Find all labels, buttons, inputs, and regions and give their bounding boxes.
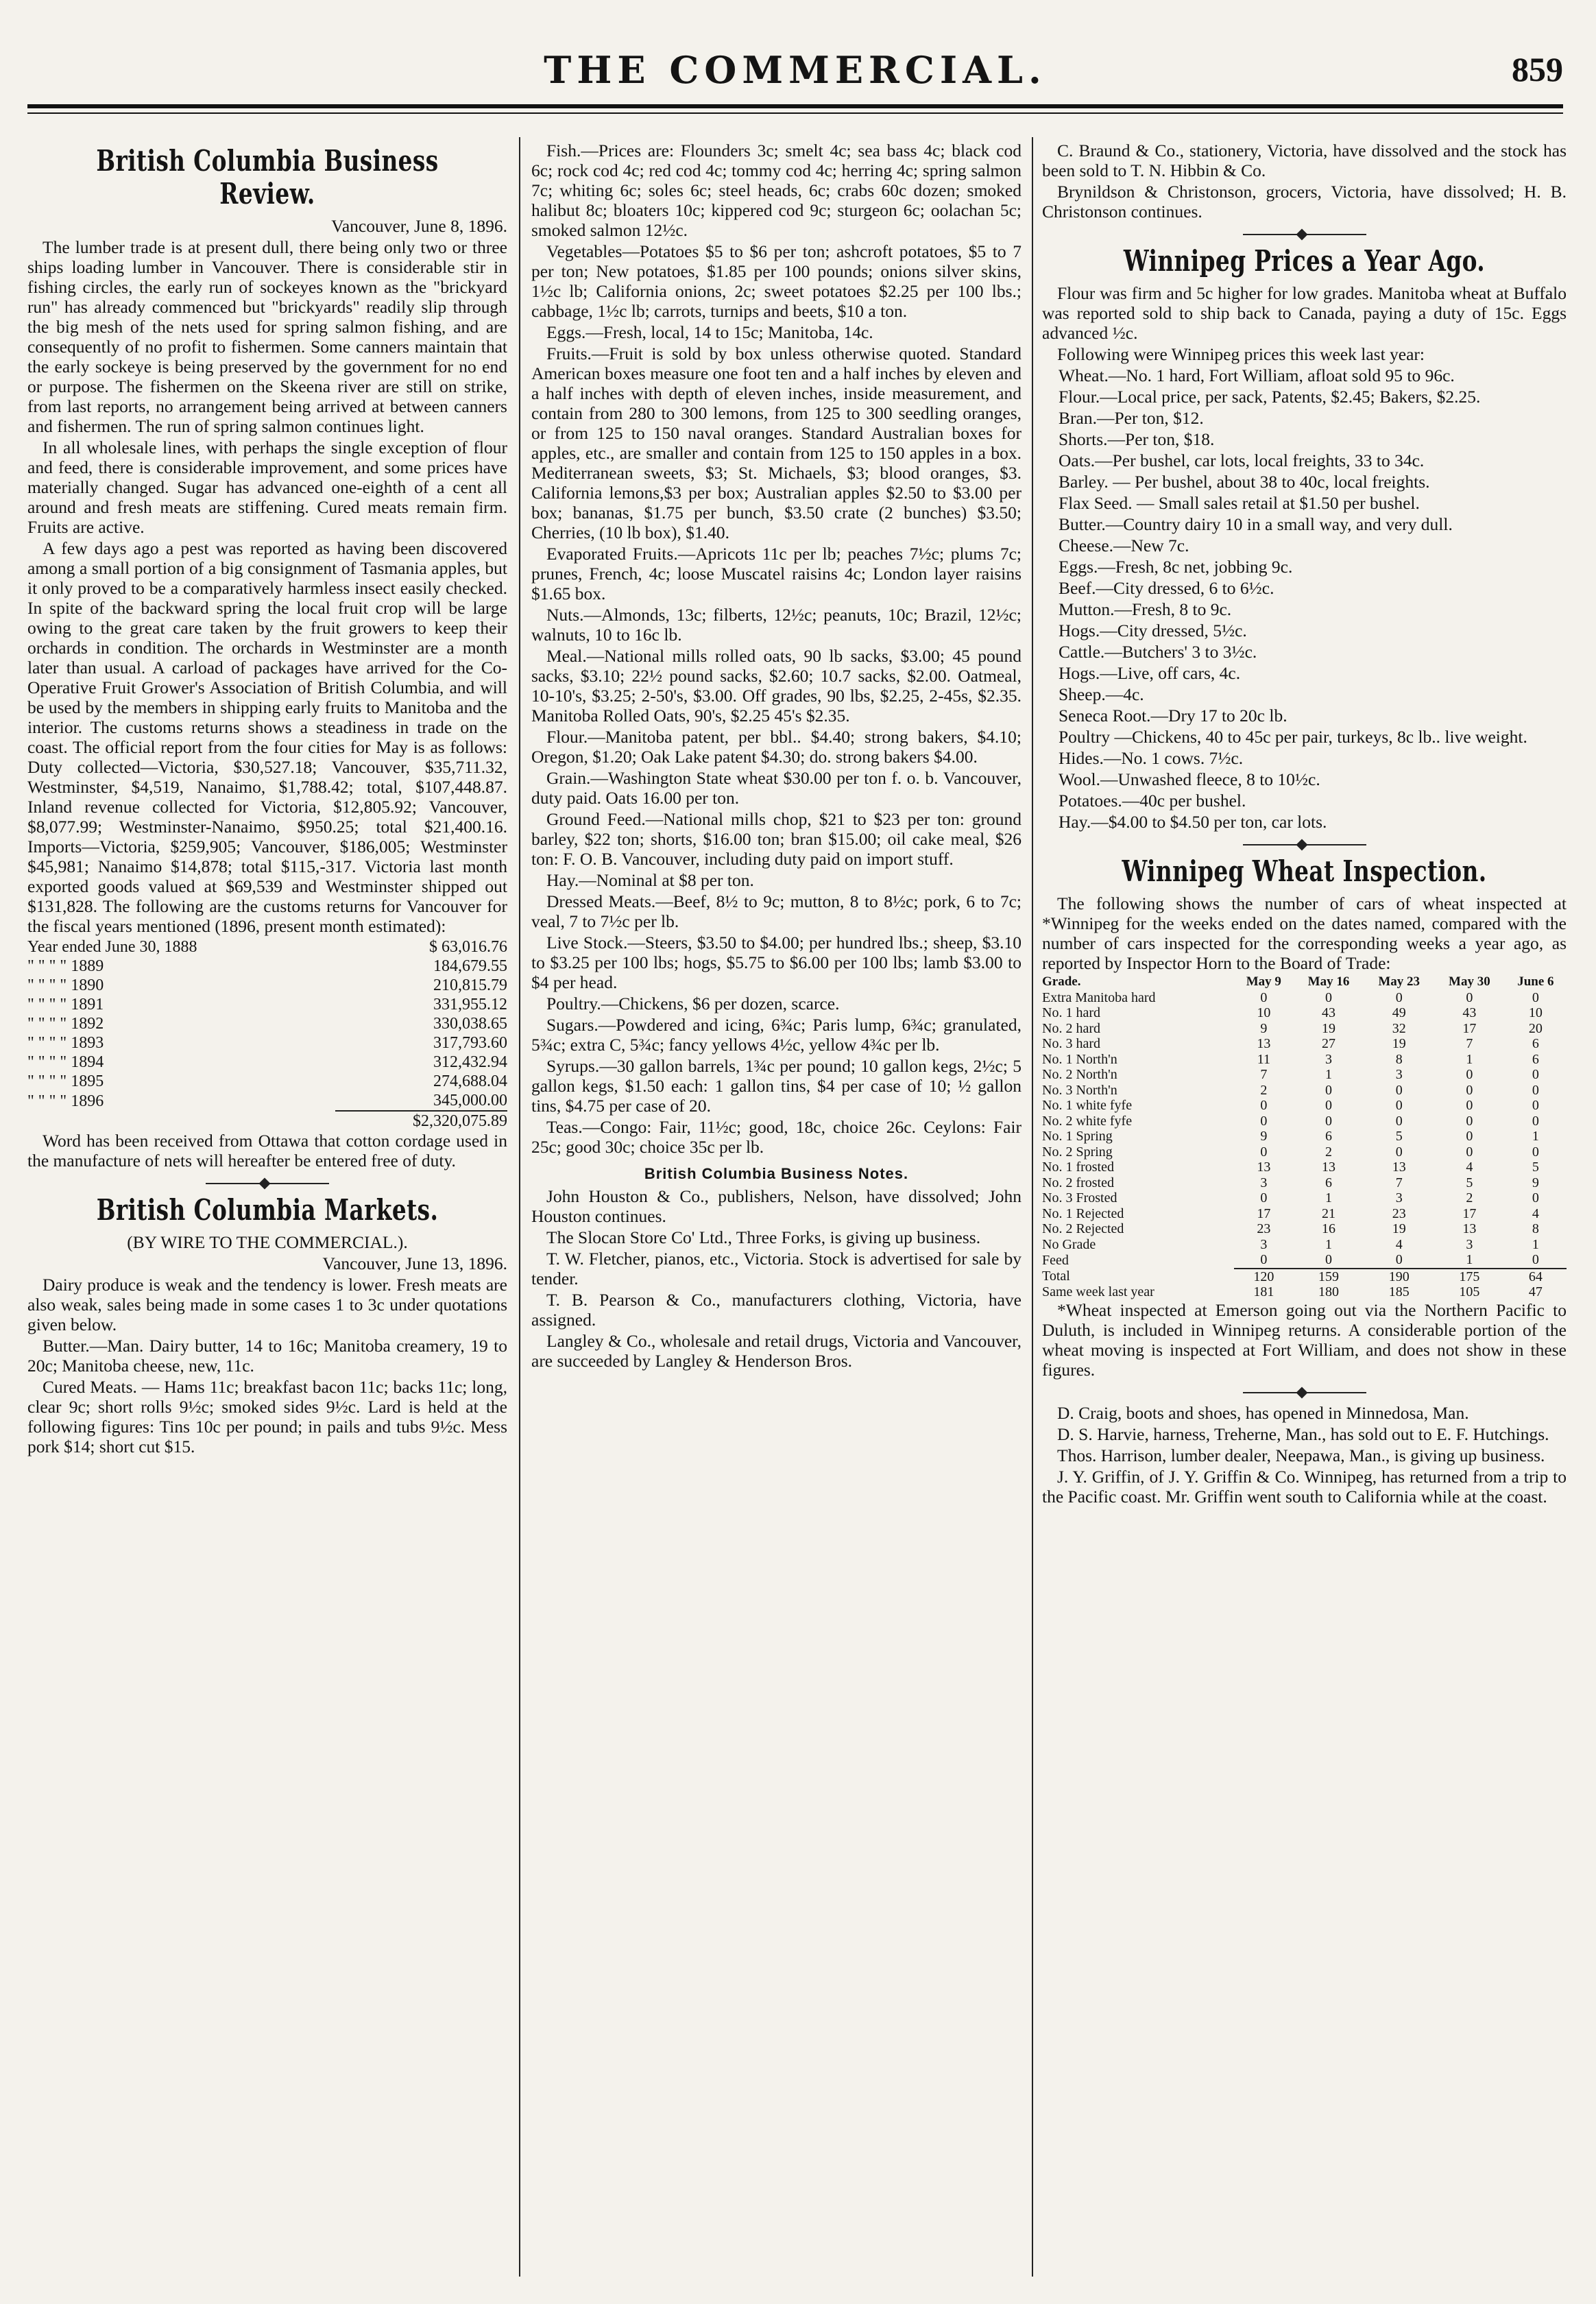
notes-heading: British Columbia Business Notes. bbox=[644, 1165, 909, 1182]
table-cell: 23 bbox=[1392, 1205, 1406, 1221]
dateline: Vancouver, June 8, 1896. bbox=[331, 216, 507, 236]
market-paragraph: Eggs.—Fresh, local, 14 to 15c; Manitoba, 14c. bbox=[546, 322, 873, 342]
table-row bbox=[27, 1014, 507, 1033]
business-note: Thos. Harrison, lumber dealer, Neepawa, Man., is giving up business. bbox=[1057, 1445, 1545, 1465]
list-item: Wool.—Unwashed fleece, 8 to 10½c. bbox=[1059, 769, 1320, 789]
table-cell: 210,815.79 bbox=[433, 976, 507, 994]
table-cell: 32 bbox=[1392, 1020, 1406, 1036]
table-cell: 6 bbox=[1532, 1036, 1539, 1051]
table-cell: 1 bbox=[1532, 1236, 1539, 1252]
table-cell: 0 bbox=[1466, 1082, 1473, 1098]
column-header: May 9 bbox=[1246, 974, 1281, 989]
table-cell: 180 bbox=[1318, 1284, 1339, 1299]
list-item: Barley. — Per bushel, about 38 to 40c, local freights. bbox=[1059, 472, 1430, 492]
table-row bbox=[27, 957, 507, 976]
table-cell: 9 bbox=[1260, 1129, 1268, 1144]
market-paragraph: Nuts.—Almonds, 13c; filberts, 12½c; peanuts, 10c; Brazil, 12½c; walnuts, 10 to 16c lb. bbox=[531, 605, 1021, 645]
table-cell: 17 bbox=[1257, 1205, 1271, 1221]
table-row bbox=[1042, 1252, 1567, 1269]
market-paragraph: Fish.—Prices are: Flounders 3c; smelt 4c; sea bass 4c; black cod 6c; rock cod 4c; red cod 4c; tommy cod 4c; herring 4c; spring salmon 7c; whiting 6c; soles 6c; steel heads, 6c; crabs 60c dozen; smoked halibut 8c; bloaters 10c; kippered cod 9c; sturgeon 6c; oolachan 5c; smoked salmon 12½c. bbox=[531, 141, 1021, 240]
column-3 bbox=[1042, 141, 1567, 2277]
table-cell: No. 3 Frosted bbox=[1042, 1190, 1117, 1205]
table-cell: 0 bbox=[1260, 989, 1268, 1005]
table-cell: " " " " 1889 bbox=[27, 957, 104, 975]
table-cell: 175 bbox=[1434, 1269, 1505, 1285]
section-divider bbox=[1243, 844, 1366, 845]
footnote: *Wheat inspected at Emerson going out via the Northern Pacific to Duluth, is included in Winnipeg returns. A considerable portion of the wheat moving is inspected at Fort William, and does not show in these figures. bbox=[1042, 1299, 1567, 1380]
table-cell: 9 bbox=[1532, 1175, 1539, 1190]
table-cell: " " " " 1894 bbox=[27, 1053, 104, 1071]
table-row bbox=[27, 1091, 507, 1111]
table-cell: 1 bbox=[1325, 1236, 1332, 1252]
table-cell: 3 bbox=[1395, 1190, 1403, 1205]
list-item: Shorts.—Per ton, $18. bbox=[1059, 429, 1215, 449]
paragraph: Word has been received from Ottawa that cotton cordage used in the manufacture of nets will hereafter be entered free of duty. bbox=[27, 1131, 507, 1171]
market-paragraph: Syrups.—30 gallon barrels, 1¾c per pound; 10 gallon kegs, 2½c; 5 gallon kegs, $1.50 each: 1 gallon tins, $4 per case of 10; ½ gallon tins, $4.75 per case of 20. bbox=[531, 1056, 1021, 1116]
list-item: Cheese.—New 7c. bbox=[1059, 536, 1189, 555]
list-item: Seneca Root.—Dry 17 to 20c lb. bbox=[1059, 706, 1287, 725]
wheat-inspection-table bbox=[1042, 974, 1567, 1300]
table-cell: 0 bbox=[1395, 1252, 1403, 1267]
list-item: Mutton.—Fresh, 8 to 9c. bbox=[1059, 599, 1232, 619]
table-cell: 5 bbox=[1466, 1175, 1473, 1190]
business-note: C. Braund & Co., stationery, Victoria, have dissolved and the stock has been sold to T. N. Hibbin & Co. bbox=[1042, 141, 1567, 180]
table-cell: No. 1 North'n bbox=[1042, 1051, 1117, 1067]
table-cell: 43 bbox=[1322, 1005, 1335, 1020]
table-cell: Total bbox=[1042, 1269, 1070, 1284]
list-item: Hogs.—Live, off cars, 4c. bbox=[1059, 663, 1241, 683]
newspaper-title: THE COMMERCIAL. bbox=[544, 48, 1047, 92]
table-row bbox=[1042, 990, 1567, 1006]
table-cell: Year ended June 30, 1888 bbox=[27, 938, 197, 956]
table-cell: 0 bbox=[1325, 1113, 1332, 1129]
masthead-rule bbox=[27, 104, 1563, 108]
table-cell: 330,038.65 bbox=[433, 1015, 507, 1033]
byline: (BY WIRE TO THE COMMERCIAL.). bbox=[127, 1232, 408, 1252]
table-cell: 0 bbox=[1466, 989, 1473, 1005]
table-cell: No. 2 Rejected bbox=[1042, 1221, 1124, 1236]
list-item: Hay.—$4.00 to $4.50 per ton, car lots. bbox=[1059, 812, 1327, 832]
table-cell: 13 bbox=[1257, 1036, 1271, 1051]
table-row bbox=[27, 1111, 507, 1131]
table-cell: 0 bbox=[1532, 1098, 1539, 1113]
table-cell: 0 bbox=[1260, 1190, 1268, 1205]
table-cell: 3 bbox=[1260, 1236, 1268, 1252]
list-item: Butter.—Country dairy 10 in a small way, and very dull. bbox=[1059, 514, 1453, 534]
table-cell: 0 bbox=[1466, 1098, 1473, 1113]
table-cell: 0 bbox=[1532, 1190, 1539, 1205]
masthead bbox=[27, 48, 1563, 123]
list-item: Hides.—No. 1 cows. 7½c. bbox=[1059, 748, 1244, 768]
table-cell: 4 bbox=[1466, 1160, 1473, 1175]
table-cell: 3 bbox=[1395, 1067, 1403, 1082]
table-row bbox=[1042, 1237, 1567, 1253]
list-item: Flax Seed. — Small sales retail at $1.50 per bushel. bbox=[1059, 493, 1420, 513]
table-cell: 0 bbox=[1395, 1113, 1403, 1129]
table-cell: 13 bbox=[1257, 1160, 1271, 1175]
table-header-row bbox=[1042, 974, 1567, 990]
table-cell: 8 bbox=[1395, 1051, 1403, 1067]
table-row bbox=[27, 1033, 507, 1053]
table-row bbox=[1042, 1036, 1567, 1052]
table-row bbox=[27, 976, 507, 995]
table-cell: 0 bbox=[1325, 1252, 1332, 1267]
table-row-total bbox=[1042, 1269, 1567, 1285]
table-cell: 2 bbox=[1325, 1144, 1332, 1160]
table-cell: Feed bbox=[1042, 1252, 1069, 1268]
table-cell: 9 bbox=[1260, 1020, 1268, 1036]
column-1 bbox=[27, 141, 507, 2277]
dateline: Vancouver, June 13, 1896. bbox=[322, 1253, 507, 1273]
table-row bbox=[1042, 1129, 1567, 1144]
table-row bbox=[1042, 1144, 1567, 1160]
table-cell: 17 bbox=[1462, 1205, 1477, 1221]
masthead-rule-thin bbox=[27, 112, 1563, 114]
table-cell: 0 bbox=[1260, 1144, 1268, 1160]
table-cell: 312,432.94 bbox=[433, 1053, 507, 1071]
list-item: Oats.—Per bushel, car lots, local freights, 33 to 34c. bbox=[1059, 451, 1425, 470]
table-cell: 0 bbox=[1466, 1113, 1473, 1129]
table-cell: 181 bbox=[1253, 1284, 1274, 1299]
table-cell: 13 bbox=[1462, 1221, 1477, 1236]
table-cell: 331,955.12 bbox=[433, 996, 507, 1013]
market-paragraph: Evaporated Fruits.—Apricots 11c per lb; peaches 7½c; plums 7c; prunes, French, 4c; loose Muscatel raisins 4c; London layer raisins $1.65 box. bbox=[531, 544, 1021, 603]
section-divider bbox=[1243, 1392, 1366, 1393]
table-cell: 64 bbox=[1505, 1269, 1567, 1285]
table-cell: No. 3 hard bbox=[1042, 1036, 1100, 1051]
table-row bbox=[27, 937, 507, 957]
list-item: Wheat.—No. 1 hard, Fort William, afloat sold 95 to 96c. bbox=[1059, 365, 1455, 385]
list-item: Flour.—Local price, per sack, Patents, $2.45; Bakers, $2.25. bbox=[1059, 387, 1481, 407]
table-cell: 5 bbox=[1532, 1160, 1539, 1175]
table-cell: 0 bbox=[1466, 1067, 1473, 1082]
table-cell: 4 bbox=[1532, 1205, 1539, 1221]
column-divider bbox=[519, 137, 520, 2277]
table-cell: 2 bbox=[1260, 1082, 1268, 1098]
paragraph: Butter.—Man. Dairy butter, 14 to 16c; Manitoba creamery, 19 to 20c; Manitoba cheese, new, 11c. bbox=[27, 1336, 507, 1376]
business-note: Brynildson & Christonson, grocers, Victoria, have dissolved; H. B. Christonson continues. bbox=[1042, 182, 1567, 221]
table-cell: 0 bbox=[1260, 1113, 1268, 1129]
list-item: Eggs.—Fresh, 8c net, jobbing 9c. bbox=[1059, 557, 1293, 577]
table-row bbox=[1042, 1067, 1567, 1083]
table-cell: No. 2 white fyfe bbox=[1042, 1113, 1133, 1129]
table-cell: 0 bbox=[1532, 989, 1539, 1005]
table-cell: No. 2 North'n bbox=[1042, 1067, 1117, 1082]
table-cell: 317,793.60 bbox=[433, 1034, 507, 1052]
market-paragraph: Ground Feed.—National mills chop, $21 to $23 per ton: ground barley, $22 ton; shorts, $16.00 ton; bran $15.00; oil cake meal, $26 ton: F. O. B. Vancouver, including duty paid on import stuff. bbox=[531, 809, 1021, 869]
business-note: T. W. Fletcher, pianos, etc., Victoria. Stock is advertised for sale by tender. bbox=[531, 1249, 1021, 1288]
table-cell: 6 bbox=[1532, 1051, 1539, 1067]
page-number: 859 bbox=[1512, 50, 1563, 88]
table-cell: 0 bbox=[1260, 1098, 1268, 1113]
table-cell: 6 bbox=[1325, 1175, 1332, 1190]
business-note: John Houston & Co., publishers, Nelson, have dissolved; John Houston continues. bbox=[531, 1186, 1021, 1226]
table-cell: 184,679.55 bbox=[433, 957, 507, 975]
table-cell: 19 bbox=[1392, 1221, 1406, 1236]
table-cell: 20 bbox=[1528, 1020, 1543, 1036]
business-note: Langley & Co., wholesale and retail drugs, Victoria and Vancouver, are succeeded by Langley & Henderson Bros. bbox=[531, 1331, 1021, 1371]
table-row bbox=[1042, 1206, 1567, 1222]
table-cell: 0 bbox=[1466, 1144, 1473, 1160]
table-cell: 0 bbox=[1395, 1098, 1403, 1113]
table-cell: 13 bbox=[1322, 1160, 1335, 1175]
table-row bbox=[1042, 1160, 1567, 1175]
list-item: Beef.—City dressed, 6 to 6½c. bbox=[1059, 578, 1274, 598]
list-item: Bran.—Per ton, $12. bbox=[1059, 408, 1204, 428]
table-cell: 1 bbox=[1466, 1051, 1473, 1067]
table-cell: 0 bbox=[1532, 1144, 1539, 1160]
table-cell: 3 bbox=[1466, 1236, 1473, 1252]
paragraph: Following were Winnipeg prices this week last year: bbox=[1057, 344, 1425, 364]
table-cell: 6 bbox=[1325, 1129, 1332, 1144]
market-paragraph: Flour.—Manitoba patent, per bbl.. $4.40; strong bakers, $4.10; Oregon, $1.20; Oak Lake patent $4.30; do. strong bakers $4.00. bbox=[531, 727, 1021, 767]
table-cell: 5 bbox=[1395, 1129, 1403, 1144]
column-divider bbox=[1032, 137, 1033, 2277]
table-cell: No. 3 North'n bbox=[1042, 1082, 1117, 1098]
table-row bbox=[1042, 1098, 1567, 1114]
price-list bbox=[1042, 365, 1567, 832]
table-cell: 7 bbox=[1395, 1175, 1403, 1190]
paragraph: The following shows the number of cars of wheat inspected at *Winnipeg for the weeks ended on the dates named, compared with the number of cars inspected for the corresponding weeks a year ago, as reported by Inspector Horn to the Board of Trade: bbox=[1042, 893, 1567, 973]
table-cell: 27 bbox=[1322, 1036, 1335, 1051]
section-divider bbox=[206, 1183, 329, 1184]
table-cell: 17 bbox=[1462, 1020, 1477, 1036]
table-cell: No. 1 Rejected bbox=[1042, 1205, 1124, 1221]
table-cell: 0 bbox=[1532, 1113, 1539, 1129]
table-cell: 1 bbox=[1466, 1252, 1473, 1267]
business-note: The Slocan Store Co' Ltd., Three Forks, is giving up business. bbox=[546, 1227, 981, 1247]
table-row-last-year bbox=[1042, 1284, 1567, 1300]
paragraph: A few days ago a pest was reported as having been discovered among a small portion of a big consignment of Tasmania apples, but it only proved to be a comparatively harmless insect easily checked. In spite of the backward spring the local fruit crop will be large owing to the great care taken by the fruit growers to keep their orchards in condition. The orchards in Westminster are a month later than usual. A carload of packages have arrived for the Co-Operative Fruit Grower's Association of British Columbia, and will be used by the members in shipping early fruits to Manitoba and the interior. The customs returns shows a steadiness in trade on the coast. The official report from the four cities for May is as follows: Duty collected—Victoria, $30,527.18; Vancouver, $35,711.32, Westminster, $4,519, Nanaimo, $1,788.42; total, $107,448.87. Inland revenue collected for Victoria, $12,805.92; Vancouver, $8,077.99; Westminster-Nanaimo, $950.25; total $21,400.16. Imports—Victoria, $259,905; Vancouver, $186,005; Westminster $45,981; Nanaimo $14,878; total $115,-317. Victoria last month exported goods valued at $69,539 and Westminster shipped out $131,828. The following are the customs returns for Vancouver for the fiscal years mentioned (1896, present month estimated): bbox=[27, 538, 507, 936]
article-heading-winnipeg-prices: Winnipeg Prices a Year Ago. bbox=[1123, 244, 1486, 278]
table-cell: 49 bbox=[1392, 1005, 1406, 1020]
table-cell: 274,688.04 bbox=[433, 1072, 507, 1090]
article-heading-wheat-inspection: Winnipeg Wheat Inspection. bbox=[1122, 854, 1487, 888]
list-item: Cattle.—Butchers' 3 to 3½c. bbox=[1059, 642, 1257, 662]
table-cell: " " " " 1896 bbox=[27, 1092, 104, 1110]
table-cell: 21 bbox=[1322, 1205, 1335, 1221]
table-row bbox=[1042, 1190, 1567, 1206]
table-cell: 190 bbox=[1364, 1269, 1434, 1285]
table-cell: 159 bbox=[1294, 1269, 1364, 1285]
market-paragraph: Fruits.—Fruit is sold by box unless otherwise quoted. Standard American boxes measure one foot ten and a half inches by eleven and a half inches with depth of eleven inches, inside measurement, and contain from 280 to 300 lemons, from 125 to 300 seedling oranges, or from 125 to 150 naval oranges. Standard Australian boxes for apples, etc., are smaller and contain from 125 to 150 apples in a box. Mediterranean sweets, $3; St. Michaels, $3; blood oranges, $3. California lemons,$3 per box; Australian apples $2.50 to $3.00 per box; bananas, $1.75 per bunch, $3.50 crate (2 bunches) $3.50; Cherries, (10 lb box), $1.40. bbox=[531, 344, 1021, 542]
table-cell: 0 bbox=[1395, 1082, 1403, 1098]
column-header: June 6 bbox=[1517, 974, 1554, 989]
table-cell: 0 bbox=[1532, 1082, 1539, 1098]
table-cell: 0 bbox=[1325, 989, 1332, 1005]
table-row bbox=[1042, 1021, 1567, 1037]
column-header: Grade. bbox=[1042, 974, 1081, 989]
table-cell: 10 bbox=[1528, 1005, 1543, 1020]
market-paragraph: Sugars.—Powdered and icing, 6¾c; Paris lump, 6¾c; granulated, 5¾c; extra C, 5¾c; fancy yellows 4½c, yellow 4¾c per lb. bbox=[531, 1015, 1021, 1055]
table-cell: 1 bbox=[1532, 1129, 1539, 1144]
table-cell: 0 bbox=[1532, 1252, 1539, 1267]
business-note: D. S. Harvie, harness, Treherne, Man., has sold out to E. F. Hutchings. bbox=[1057, 1424, 1549, 1444]
business-note: J. Y. Griffin, of J. Y. Griffin & Co. Winnipeg, has returned from a trip to the Pacific coast. Mr. Griffin went south to California while at the coast. bbox=[1042, 1466, 1567, 1507]
table-cell: No. 1 frosted bbox=[1042, 1160, 1114, 1175]
market-paragraph: Teas.—Congo: Fair, 11½c; good, 18c, choice 26c. Ceylons: Fair 25c; good 30c; choice 35c per lb. bbox=[531, 1117, 1021, 1157]
table-cell: 0 bbox=[1260, 1252, 1268, 1267]
table-cell: 1 bbox=[1325, 1190, 1332, 1205]
table-row bbox=[27, 1053, 507, 1072]
list-item: Poultry —Chickens, 40 to 45c per pair, turkeys, 8c lb.. live weight. bbox=[1059, 727, 1527, 747]
paragraph: Cured Meats. — Hams 11c; breakfast bacon 11c; backs 11c; long, clear 9c; short rolls 9½c; smoked sides 9½c. Lard is held at the following figures: Tins 10c per pound; in pails and tubs 9½c. Mess pork $14; short cut $15. bbox=[27, 1377, 507, 1456]
table-cell: 13 bbox=[1392, 1160, 1406, 1175]
section-divider bbox=[1243, 234, 1366, 235]
table-cell: No. 2 frosted bbox=[1042, 1175, 1114, 1190]
table-row bbox=[1042, 1052, 1567, 1068]
list-item: Hogs.—City dressed, 5½c. bbox=[1059, 621, 1247, 640]
table-cell: " " " " 1892 bbox=[27, 1015, 104, 1033]
column-header: May 30 bbox=[1449, 974, 1490, 989]
business-note: D. Craig, boots and shoes, has opened in Minnedosa, Man. bbox=[1057, 1402, 1469, 1423]
column-header: May 23 bbox=[1378, 974, 1420, 989]
table-cell: 0 bbox=[1532, 1067, 1539, 1082]
table-cell: 7 bbox=[1466, 1036, 1473, 1051]
table-cell: 3 bbox=[1325, 1051, 1332, 1067]
table-cell: 105 bbox=[1459, 1284, 1480, 1299]
market-paragraph: Live Stock.—Steers, $3.50 to $4.00; per hundred lbs.; sheep, $3.10 to $3.25 per 100 lbs; hogs, $5.75 to $6.00 per 100 lbs; lamb $3.00 to $4 per head. bbox=[531, 933, 1021, 992]
table-row bbox=[27, 1072, 507, 1091]
market-paragraph: Dressed Meats.—Beef, 8½ to 9c; mutton, 8 to 8½c; pork, 6 to 7c; veal, 7 to 7½c per lb. bbox=[531, 891, 1021, 931]
table-cell: 11 bbox=[1257, 1051, 1270, 1067]
table-row bbox=[1042, 1221, 1567, 1237]
table-cell: No. 1 hard bbox=[1042, 1005, 1100, 1020]
article-heading-bc-markets: British Columbia Markets. bbox=[96, 1193, 439, 1227]
table-row bbox=[1042, 1083, 1567, 1099]
paragraph: In all wholesale lines, with perhaps the single exception of flour and feed, there is considerable improvement, and some prices have materially changed. Sugar has advanced one-eighth of a cent all around and fresh meats are stiffening. Cured meats remain firm. Fruits are active. bbox=[27, 437, 507, 537]
table-cell: 120 bbox=[1234, 1269, 1294, 1285]
table-cell: 0 bbox=[1395, 989, 1403, 1005]
table-cell: 43 bbox=[1462, 1005, 1477, 1020]
table-cell: " " " " 1890 bbox=[27, 976, 104, 994]
returns-total: $2,320,075.89 bbox=[335, 1111, 507, 1131]
table-cell: 3 bbox=[1260, 1175, 1268, 1190]
table-row bbox=[1042, 1005, 1567, 1021]
list-item: Sheep.—4c. bbox=[1059, 684, 1144, 704]
table-row bbox=[27, 995, 507, 1014]
table-cell: No Grade bbox=[1042, 1236, 1096, 1252]
table-row bbox=[1042, 1114, 1567, 1129]
table-cell: " " " " 1893 bbox=[27, 1034, 104, 1052]
table-cell: 345,000.00 bbox=[433, 1092, 507, 1109]
customs-returns-table bbox=[27, 937, 507, 1131]
table-row bbox=[1042, 1175, 1567, 1191]
list-item: Potatoes.—40c per bushel. bbox=[1059, 791, 1246, 811]
column-2 bbox=[531, 141, 1021, 2277]
table-cell: 19 bbox=[1322, 1020, 1335, 1036]
table-cell: " " " " 1891 bbox=[27, 996, 104, 1013]
market-paragraph: Poultry.—Chickens, $6 per dozen, scarce. bbox=[546, 994, 840, 1013]
paragraph: Flour was firm and 5c higher for low grades. Manitoba wheat at Buffalo was reported sold to ship back to Canada, paying a duty of 15c. Eggs advanced ½c. bbox=[1042, 283, 1567, 343]
table-cell: Extra Manitoba hard bbox=[1042, 989, 1156, 1005]
table-cell: 47 bbox=[1528, 1284, 1543, 1299]
table-cell: No. 1 white fyfe bbox=[1042, 1098, 1133, 1113]
table-cell: $ 63,016.76 bbox=[429, 938, 507, 956]
table-cell: No. 2 hard bbox=[1042, 1020, 1100, 1036]
table-cell: No. 1 Spring bbox=[1042, 1129, 1113, 1144]
table-cell: 0 bbox=[1325, 1098, 1332, 1113]
table-cell: Same week last year bbox=[1042, 1284, 1154, 1299]
table-cell: No. 2 Spring bbox=[1042, 1144, 1113, 1160]
paragraph: The lumber trade is at present dull, there being only two or three ships loading lumber in Vancouver. There is considerable stir in fishing circles, the early run of sockeyes known as the "brickyard run" has already commenced but "brickyards" readily slip through the big mesh of the nets used for spring salmon fishing, and are consequently of no profit to fishermen. Some canners maintain that the early sockeye is being preserved by the government for no end or purpose. The fishermen on the Skeena river are still on strike, from last reports, no arrangement being arrived at between canners and fishermen. The run of spring salmon continues light. bbox=[27, 237, 507, 436]
table-cell: 4 bbox=[1395, 1236, 1403, 1252]
table-cell: 0 bbox=[1325, 1082, 1332, 1098]
table-cell: 7 bbox=[1260, 1067, 1268, 1082]
market-paragraph: Vegetables—Potatoes $5 to $6 per ton; ashcroft potatoes, $5 to 7 per ton; New potatoes, $1.85 per 100 pounds; onions silver skins, 1½c lb; California onions, 2c; sweet potatoes $2.25 per 100 lbs.; cabbage, 1½c lb; carrots, turnips and beets, $10 a ton. bbox=[531, 241, 1021, 321]
table-cell: 10 bbox=[1257, 1005, 1271, 1020]
article-heading-bc-business-review: British Columbia Business Review. bbox=[96, 144, 439, 211]
market-paragraph: Hay.—Nominal at $8 per ton. bbox=[546, 870, 754, 890]
table-cell: 1 bbox=[1325, 1067, 1332, 1082]
paragraph: Dairy produce is weak and the tendency is lower. Fresh meats are also weak, sales being made in some cases 1 to 3c under quotations given below. bbox=[27, 1275, 507, 1334]
table-cell: 23 bbox=[1257, 1221, 1271, 1236]
table-cell: 19 bbox=[1392, 1036, 1406, 1051]
market-paragraph: Grain.—Washington State wheat $30.00 per ton f. o. b. Vancouver, duty paid. Oats 16.00 per ton. bbox=[531, 768, 1021, 808]
market-paragraph: Meal.—National mills rolled oats, 90 lb sacks, $3.00; 45 pound sacks, $3.10; 22½ pound sacks, $2.60; 10.7 sacks, $2.00. Oatmeal, 10-10's, $3.25; 2-50's, $3.00. Off grades, 90 lbs, $2.25, 2-45s, $2.35. Manitoba Rolled Oats, 90's, $2.25 45's $2.35. bbox=[531, 646, 1021, 725]
table-cell: 16 bbox=[1322, 1221, 1335, 1236]
table-cell: " " " " 1895 bbox=[27, 1072, 104, 1090]
table-cell: 0 bbox=[1466, 1129, 1473, 1144]
table-cell: 0 bbox=[1395, 1144, 1403, 1160]
business-note: T. B. Pearson & Co., manufacturers clothing, Victoria, have assigned. bbox=[531, 1290, 1021, 1330]
column-header: May 16 bbox=[1307, 974, 1350, 989]
table-cell: 8 bbox=[1532, 1221, 1539, 1236]
table-cell: 185 bbox=[1388, 1284, 1410, 1299]
table-body bbox=[1042, 990, 1567, 1269]
table-cell: 2 bbox=[1466, 1190, 1473, 1205]
